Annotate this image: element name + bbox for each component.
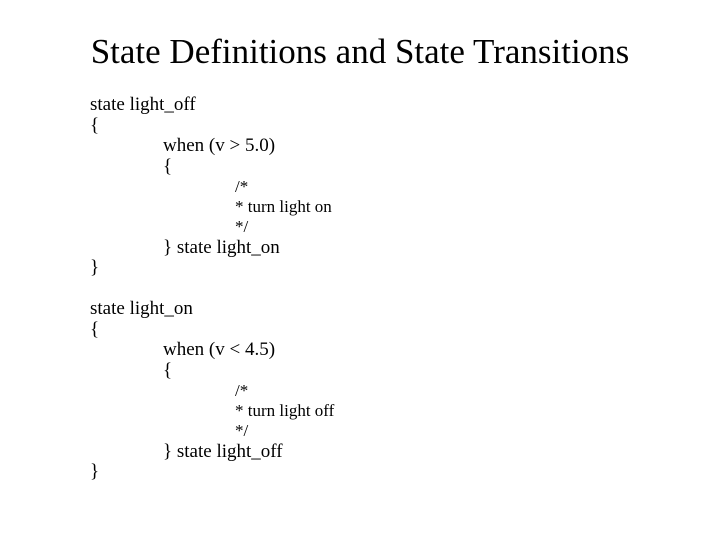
inner-open-brace: {	[163, 156, 173, 177]
close-brace: }	[90, 257, 100, 278]
open-brace: {	[90, 319, 100, 340]
when-clause: when (v < 4.5)	[163, 339, 276, 360]
comment-open: /*	[235, 177, 249, 196]
open-brace: {	[90, 115, 100, 136]
comment-text: * turn light off	[235, 401, 335, 420]
slide-title: State Definitions and State Transitions	[90, 32, 630, 71]
inner-open-brace: {	[163, 360, 173, 381]
close-brace: }	[90, 461, 100, 482]
when-clause: when (v > 5.0)	[163, 135, 276, 156]
comment-text: * turn light on	[235, 197, 332, 216]
state-declaration: state light_off	[90, 94, 196, 115]
transition-line: } state light_on	[163, 237, 280, 258]
comment-close: */	[235, 421, 249, 440]
transition-line: } state light_off	[163, 441, 283, 462]
state-declaration: state light_on	[90, 298, 193, 319]
comment-open: /*	[235, 381, 249, 400]
comment-close: */	[235, 217, 249, 236]
